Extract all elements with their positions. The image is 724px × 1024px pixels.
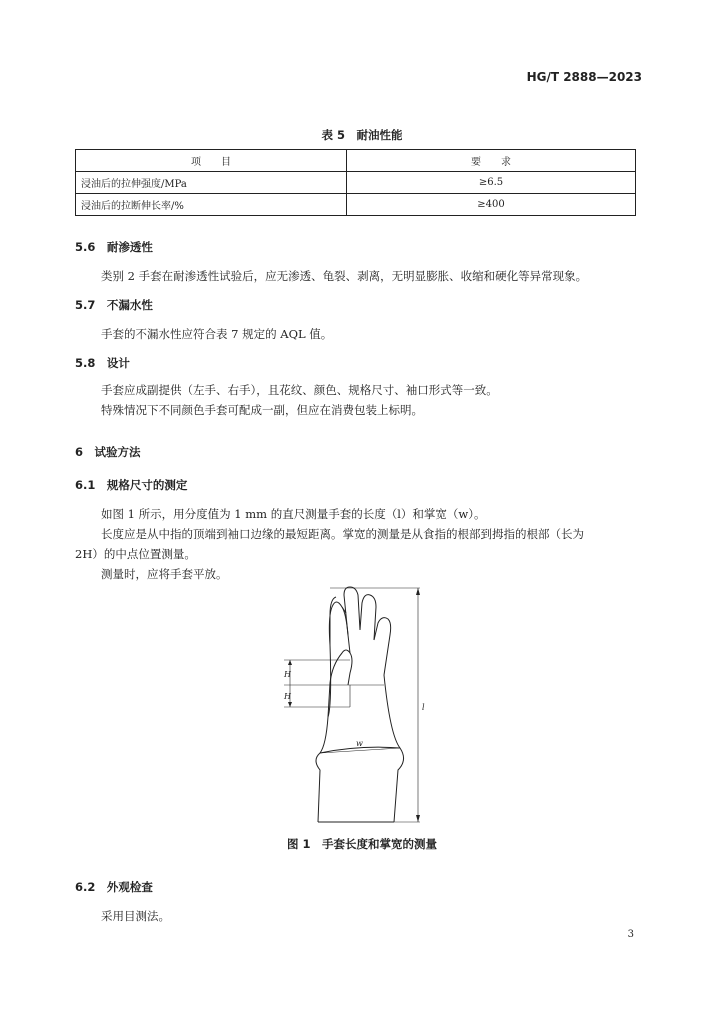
table-header-requirement: 要 求 xyxy=(347,150,636,172)
section-5-6-heading: 5.6 耐渗透性 xyxy=(75,240,153,254)
dimension-label-h-upper: H xyxy=(284,670,291,679)
table-row xyxy=(76,172,636,194)
page-number: 3 xyxy=(627,929,634,940)
section-6-2-paragraph: 采用目测法。 xyxy=(101,909,170,923)
dimension-label-width: w xyxy=(356,739,363,748)
dimension-lines xyxy=(284,588,420,822)
section-5-6-paragraph: 类别 2 手套在耐渗透性试验后，应无渗透、龟裂、剥离，无明显膨胀、收缩和硬化等异常现象。 xyxy=(101,269,588,283)
table-cell-requirement: ≥6.5 xyxy=(347,172,636,194)
dimension-label-h-lower: H xyxy=(284,692,291,701)
section-6-1-paragraph-3: 测量时，应将手套平放。 xyxy=(101,567,228,581)
glove-measurement-diagram xyxy=(270,585,440,830)
figure-1-caption: 图 1 手套长度和掌宽的测量 xyxy=(286,837,437,851)
table-row xyxy=(76,194,636,216)
standard-code: HG/T 2888—2023 xyxy=(526,70,642,84)
table-cell-item: 浸油后的拉断伸长率/% xyxy=(76,194,347,216)
section-6-heading: 6 试验方法 xyxy=(75,445,141,459)
glove-outline xyxy=(316,587,404,822)
section-6-1-paragraph-1: 如图 1 所示，用分度值为 1 mm 的直尺测量手套的长度（l）和掌宽（w）。 xyxy=(101,507,486,521)
table-5 xyxy=(75,149,636,216)
table-header-row xyxy=(76,150,636,172)
section-6-1-paragraph-2: 长度应是从中指的顶端到袖口边缘的最短距离。掌宽的测量是从食指的根部到拇指的根部（长为 xyxy=(101,527,584,541)
section-5-8-heading: 5.8 设计 xyxy=(75,356,130,370)
section-6-1-paragraph-2-continued: 2H）的中点位置测量。 xyxy=(75,547,196,561)
section-5-7-heading: 5.7 不漏水性 xyxy=(75,298,153,312)
section-5-7-paragraph: 手套的不漏水性应符合表 7 规定的 AQL 值。 xyxy=(101,327,333,341)
table-cell-item: 浸油后的拉伸强度/MPa xyxy=(76,172,347,194)
section-6-1-heading: 6.1 规格尺寸的测定 xyxy=(75,478,188,492)
section-5-8-paragraph-1: 手套应成副提供（左手、右手），且花纹、颜色、规格尺寸、袖口形式等一致。 xyxy=(101,383,498,397)
dimension-arrows xyxy=(288,588,420,822)
table-header-item: 项 目 xyxy=(76,150,347,172)
dimension-label-length: l xyxy=(422,703,425,712)
section-6-2-heading: 6.2 外观检查 xyxy=(75,880,153,894)
table-5-caption: 表 5 耐油性能 xyxy=(321,128,403,142)
section-5-8-paragraph-2: 特殊情况下不同颜色手套可配成一副，但应在消费包装上标明。 xyxy=(101,403,423,417)
table-cell-requirement: ≥400 xyxy=(347,194,636,216)
